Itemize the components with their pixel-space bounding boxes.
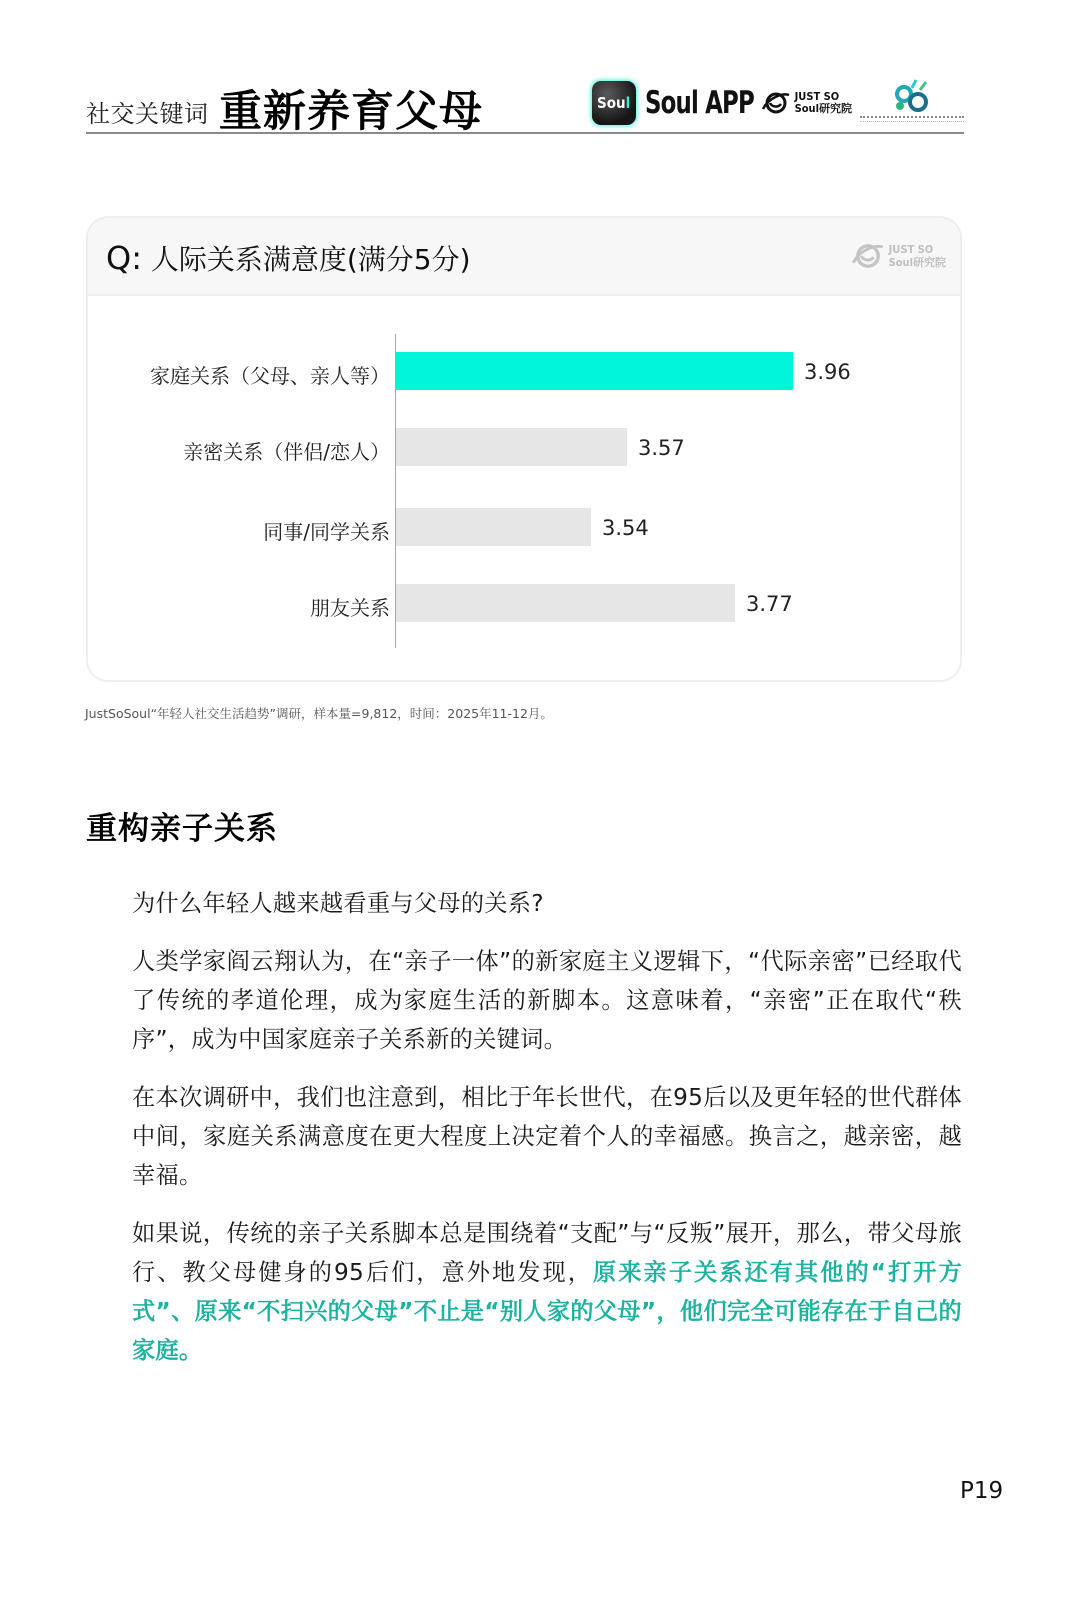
logo-group [592, 78, 964, 128]
watermark-logo [851, 240, 946, 272]
source-note: JustSoSoul“年轻人社交生活趋势”调研，样本量=9,812，时间：2025年11-12月。 [85, 706, 553, 721]
bar-friend [396, 584, 735, 622]
chart-title [106, 238, 471, 278]
bar-intimate [396, 428, 627, 466]
page-header [86, 72, 964, 137]
chart-card [86, 216, 962, 682]
bar-chart [88, 298, 960, 678]
justso-line2: Soul研究院 [794, 102, 852, 115]
bar-row [88, 428, 960, 468]
watermark-text [889, 243, 946, 269]
paragraph-4 [86, 1214, 962, 1370]
partner-logo [860, 78, 964, 128]
soul-app-icon [592, 81, 636, 125]
section-title: 重构亲子关系 [86, 811, 278, 847]
justso-line1: JUST SO [794, 90, 840, 103]
paragraph-2: 人类学家阎云翔认为，在“亲子一体”的新家庭主义逻辑下，“代际亲密”已经取代了传统的孝道伦理，成为家庭生活的新脚本。这意味着，“亲密”正在取代“秩序”，成为中国家庭亲子关系新的关键词。 [132, 948, 962, 1053]
bar-value-label: 3.96 [804, 360, 851, 384]
soul-app-wordmark: Soul APP [644, 85, 754, 121]
paragraph-3: 在本次调研中，我们也注意到，相比于年长世代，在95后以及更年轻的世代群体中间，家庭关系满意度在更大程度上决定着个人的幸福感。换言之，越亲密，越幸福。 [132, 1084, 962, 1189]
question-prefix: Q: [106, 239, 142, 277]
orbit-planet-icon [851, 240, 885, 272]
paragraph-4-text: 如果说，传统的亲子关系脚本总是围绕着“支配”与“反叛”展开，那么，带父母旅行、教父母健身的95后们，意外地发现， [132, 1220, 962, 1286]
bar-row [88, 352, 960, 392]
bar-category-label: 家庭关系（父母、亲人等） [150, 364, 390, 388]
header-kicker: 社交关键词 [86, 100, 209, 128]
bar-category-label: 亲密关系（伴侣/恋人） [183, 440, 390, 464]
bar-category-label: 同事/同学关系 [263, 520, 390, 544]
paragraph-1: 为什么年轻人越来越看重与父母的关系? [132, 890, 544, 917]
bar-family [396, 352, 793, 390]
bar-category-label: 朋友关系 [310, 596, 390, 620]
bar-row [88, 584, 960, 624]
bar-value-label: 3.57 [638, 436, 685, 460]
watermark-line2: Soul研究院 [888, 256, 946, 269]
orbit-planet-icon [761, 89, 791, 117]
page-title: 重新养育父母 [219, 87, 483, 137]
justso-logo [761, 89, 852, 117]
partner-subtitle [860, 116, 964, 122]
highlighted-quote: 原来亲子关系还有其他的“打开方式”、原来“不扫兴的父母”不止是“别人家的父母”，他们完全可能存在于自己的家庭。 [132, 1259, 962, 1364]
justso-text [795, 91, 852, 115]
soul-icon-text-accent: l [625, 94, 631, 112]
bar-row [88, 508, 960, 548]
bar-value-label: 3.54 [602, 516, 649, 540]
question-text: 人际关系满意度(满分5分) [150, 243, 471, 276]
bar-value-label: 3.77 [746, 592, 793, 616]
bar-colleague [396, 508, 591, 546]
page-number: P19 [960, 1478, 1004, 1504]
soul-icon-text: Sou [597, 94, 626, 112]
chart-card-header [88, 218, 960, 296]
partner-emblem-icon [860, 78, 964, 116]
watermark-line1: JUST SO [888, 243, 934, 256]
